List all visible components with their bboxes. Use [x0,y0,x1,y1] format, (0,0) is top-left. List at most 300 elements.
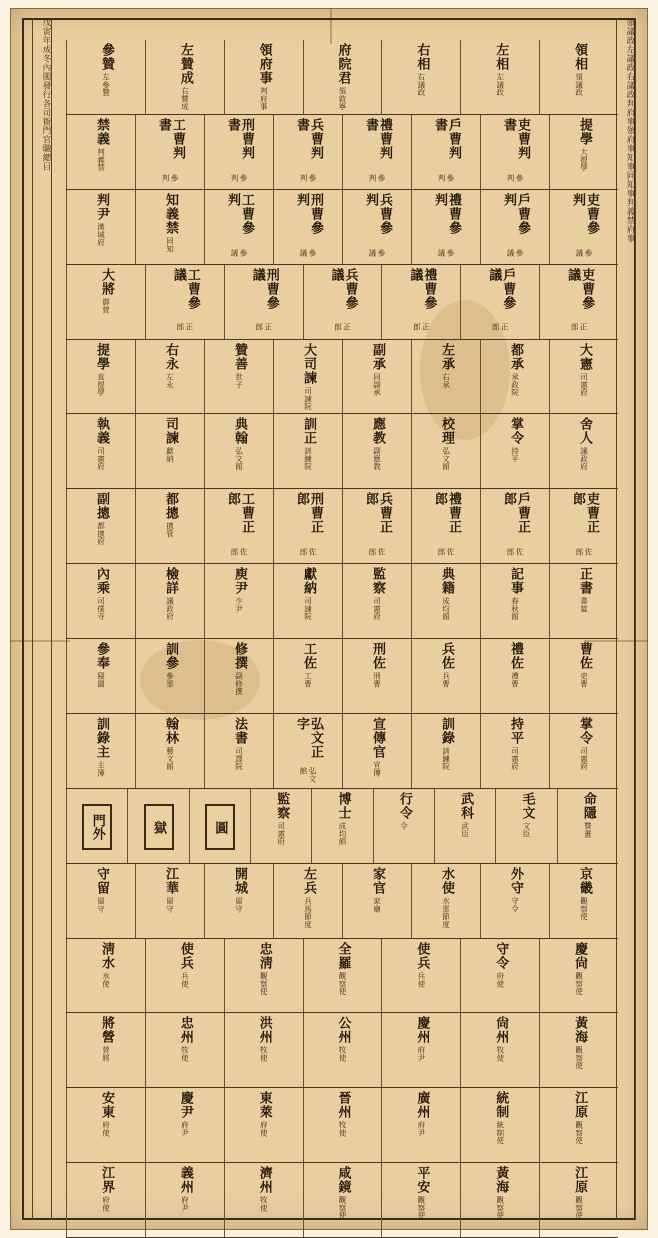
office-title: 忠淸 [256,941,272,970]
office-cell [135,115,204,189]
office-cell [204,340,273,414]
office-cell [66,414,135,488]
office-notes: 觀察使 [495,1196,505,1220]
office-notes: 水軍節度 [441,896,451,928]
office-notes: 牧使 [259,1196,269,1212]
office-notes: 觀察使 [574,971,584,995]
office-title: 東萊 [256,1091,272,1120]
office-notes: 世子 [234,372,244,389]
office-notes: 吏曹 [579,672,589,688]
office-title: 工曹參判 [225,192,254,235]
office-title: 都承 [508,342,523,371]
office-notes: 左參贊 [101,73,111,97]
office-notes: 弘文館 [299,767,317,784]
office-title: 刑曹正郎 [294,492,323,535]
office-notes: 參議 [299,248,317,257]
office-notes: 觀察使 [338,1196,348,1220]
office-band [66,1088,618,1163]
office-cell [549,714,618,788]
office-cell [549,414,618,488]
office-title: 校理 [439,417,454,446]
office-notes: 參議 [368,248,386,257]
office-cell [549,564,618,638]
office-notes: 刑曹 [372,672,382,688]
office-cell [66,564,135,638]
office-cell [480,340,549,414]
office-title: 毛文 [519,791,535,820]
gate-label: 圓 [212,820,228,834]
office-notes: 家廟 [372,896,382,913]
office-title: 吏曹參議 [565,267,595,310]
office-title: 江界 [99,1166,115,1195]
office-title: 提學 [94,342,109,371]
office-notes: 牧使 [259,1046,269,1062]
office-band [66,115,618,190]
office-cell [273,414,342,488]
office-title: 黃海 [572,1016,588,1045]
office-title: 掌令 [577,716,592,745]
office-notes: 兵使 [180,971,190,988]
office-notes: 宣傳 [372,760,382,777]
office-cell [303,40,382,114]
office-notes: 領敦寧 [338,87,348,111]
office-title: 法書 [232,716,247,745]
right-margin-column: 領議政左議政右議政判府事領府事知事同知事判義禁府事 [616,18,636,1220]
office-cell [342,714,411,788]
office-cell [480,564,549,638]
office-cell [273,190,342,264]
office-title: 正書 [577,567,592,596]
office-notes: 佐郎 [506,548,524,556]
office-cell [135,190,204,264]
office-title: 左相 [493,43,509,71]
office-title: 修撰 [232,642,247,670]
office-title: 持平 [508,716,523,745]
office-notes: 副應教 [372,447,382,471]
office-cell [539,265,618,339]
office-title: 左兵 [301,866,316,895]
office-title: 禮曹參判 [432,192,461,235]
office-cell [204,414,273,488]
office-notes: 令 [399,821,409,830]
office-cell [549,190,618,264]
office-title: 監察 [274,791,290,820]
office-notes: 寢園 [96,672,106,688]
office-title: 刑曹判書 [225,117,254,160]
office-cell [381,939,460,1013]
office-title: 慶尹 [177,1091,193,1120]
office-notes: 守令 [510,896,520,913]
office-notes: 司憲府 [510,746,520,771]
gate-cell [189,789,250,863]
office-notes: 司僕寺 [96,597,106,621]
office-cell [549,864,618,938]
office-title: 晉州 [335,1091,351,1120]
office-title: 吏曹參判 [570,192,599,235]
office-title: 戶曹參判 [501,192,530,235]
office-cell [411,564,480,638]
office-title: 大司諫 [301,342,316,385]
office-title: 府院君 [335,43,351,85]
office-band [66,40,618,115]
office-notes: 春秋館 [510,597,520,621]
gate-box [82,804,112,850]
office-title: 平安 [414,1166,430,1195]
office-cell [480,714,549,788]
office-title: 典翰 [232,417,247,446]
office-notes: 禮曹 [510,672,520,688]
office-cell [145,1013,224,1087]
office-cell [381,265,460,339]
office-cell [66,939,145,1013]
gate-label: 獄 [151,820,167,834]
office-band [66,789,618,864]
office-title: 檢詳 [163,567,178,596]
office-notes: 佐郎 [299,548,317,556]
office-cell [342,190,411,264]
office-notes: 府尹 [416,1121,426,1137]
office-cell [411,864,480,938]
office-cell [145,1163,224,1237]
office-band [66,340,618,415]
office-notes: 領議政 [574,73,584,97]
office-notes: 副修撰 [234,672,244,696]
office-cell [480,639,549,713]
office-cell [204,489,273,563]
office-band [66,265,618,340]
office-cell [224,265,303,339]
office-notes: 兵使 [416,971,426,988]
office-notes: 司憲府 [96,447,106,471]
office-title: 參奉 [94,642,109,670]
office-cell [539,1163,618,1237]
office-cell [373,789,434,863]
office-title: 武科 [458,791,474,820]
office-cell [66,1013,145,1087]
office-cell [480,489,549,563]
office-cell [66,40,145,114]
office-cell [539,1013,618,1087]
office-notes: 牧使 [338,1046,348,1062]
office-cell [480,190,549,264]
office-cell [66,639,135,713]
office-cell [342,414,411,488]
office-notes: 獻納 [165,447,175,463]
office-cell [204,864,273,938]
office-cell [460,939,539,1013]
office-notes: 弘文館 [234,447,244,471]
gate-cell [66,789,127,863]
office-title: 禮佐 [508,642,523,670]
gate-cell [127,789,188,863]
office-notes: 判府事 [259,87,269,111]
office-notes: 牧使 [180,1046,190,1062]
office-notes: 參判 [299,173,317,182]
office-notes: 營將 [101,1046,111,1062]
office-cell [342,564,411,638]
office-title: 行令 [396,791,412,820]
office-cell [145,40,224,114]
office-notes: 參判 [506,173,524,182]
office-cell [303,1163,382,1237]
office-notes: 司諫院 [303,597,313,621]
office-title: 吏曹正郎 [570,492,599,535]
office-title: 提學 [577,117,592,146]
office-band [66,190,618,265]
office-cell [434,789,495,863]
office-title: 副承 [370,342,385,371]
office-cell [303,265,382,339]
office-title: 戶曹參議 [486,267,516,310]
office-cell [303,1013,382,1087]
office-title: 左承 [439,342,454,371]
office-title: 廣州 [414,1091,430,1120]
office-cell [66,190,135,264]
office-title: 右永 [163,342,178,371]
office-notes: 直提學 [96,372,106,396]
office-cell [135,340,204,414]
office-cell [549,115,618,189]
office-title: 兵曹正郎 [363,492,392,535]
office-cell [250,789,311,863]
office-notes: 觀察使 [574,1121,584,1145]
office-title: 工曹參議 [170,267,200,310]
office-title: 尙州 [493,1016,509,1045]
office-notes: 觀察使 [416,1196,426,1220]
office-cell [66,1163,145,1237]
office-notes: 水使 [101,971,111,988]
office-title: 領府事 [256,43,272,85]
office-notes: 弘文館 [441,447,451,471]
office-cell [224,1163,303,1237]
office-band [66,864,618,939]
office-notes: 佐郎 [368,548,386,556]
office-notes: 同副承 [372,372,382,396]
office-cell [273,714,342,788]
office-cell [480,864,549,938]
office-notes: 文臣 [522,821,531,838]
office-title: 工曹判書 [156,117,185,160]
office-title: 吏曹判書 [501,117,530,160]
office-title: 大將 [99,267,115,296]
office-title: 戶曹判書 [432,117,461,160]
office-cell [381,1163,460,1237]
office-cell [411,489,480,563]
office-title: 宣傳官 [370,716,385,759]
office-notes: 成均館 [441,597,451,621]
office-cell [135,864,204,938]
office-title: 訓錄 [439,716,454,745]
office-cell [549,489,618,563]
office-title: 刑曹參判 [294,192,323,235]
office-cell [460,40,539,114]
office-notes: 府使 [101,1196,111,1212]
office-cell [411,190,480,264]
office-cell [224,40,303,114]
office-cell [145,939,224,1013]
office-cell [381,1013,460,1087]
office-notes: 訓鍊院 [441,746,451,771]
office-notes: 府使 [259,1121,269,1137]
office-notes: 統制使 [495,1121,505,1145]
office-title: 內乘 [94,567,109,596]
office-cell [66,265,145,339]
office-title: 外守 [508,866,523,895]
office-title: 訓錄主 [94,716,109,759]
office-cell [460,1088,539,1162]
office-cell [303,1088,382,1162]
office-band [66,1163,618,1238]
office-title: 庾尹 [232,567,247,596]
office-notes: 參議 [575,248,593,257]
office-notes: 持平 [510,447,520,463]
office-title: 慶尙 [572,941,588,970]
office-cell [224,1088,303,1162]
office-cell [480,414,549,488]
office-notes: 同知 [165,236,175,253]
office-cell [204,564,273,638]
office-notes: 兵馬節度 [303,896,313,928]
office-notes: 佐郎 [230,548,248,556]
office-cell [273,115,342,189]
office-notes: 參判 [161,173,179,182]
office-title: 禮曹判書 [363,117,392,160]
office-title: 博士 [335,791,351,820]
office-cell [273,639,342,713]
office-notes: 都摠府 [96,522,106,546]
office-notes: 右承 [441,372,451,389]
office-title: 訓正 [301,417,316,446]
office-cell [381,40,460,114]
office-title: 咸鏡 [335,1166,351,1195]
office-cell [342,864,411,938]
office-notes: 府尹 [180,1196,190,1212]
office-cell [273,564,342,638]
office-cell [411,115,480,189]
office-title: 舍人 [577,417,592,446]
office-notes: 參議 [230,248,248,257]
office-title: 義州 [177,1166,193,1195]
office-notes: 贊畫 [583,821,593,838]
office-notes: 判義禁 [96,147,106,172]
office-title: 統制 [493,1091,509,1120]
office-title: 禮曹正郎 [432,492,461,535]
office-cell [480,115,549,189]
office-title: 水使 [439,866,454,895]
office-notes: 正郎 [412,323,431,332]
office-title: 工曹正郎 [225,492,254,535]
office-title: 江華 [163,866,178,895]
office-notes: 少尹 [234,597,244,613]
office-notes: 參判 [230,173,248,182]
office-notes: 佐郎 [437,548,455,556]
office-title: 訓參 [163,642,178,670]
office-title: 工佐 [301,642,316,670]
office-cell [204,639,273,713]
office-cell [549,340,618,414]
office-title: 將營 [99,1016,115,1045]
office-notes: 摠管 [165,522,175,538]
office-title: 家官 [370,866,385,895]
office-title: 右相 [414,43,430,71]
office-cell [135,489,204,563]
office-notes: 觀察使 [338,971,348,995]
office-title: 禮曹參議 [407,267,437,310]
office-notes: 參議 [437,248,455,257]
office-title: 守留 [94,866,109,895]
office-notes: 左議政 [495,73,505,97]
office-notes: 司憲府 [372,597,382,621]
office-cell [145,265,224,339]
office-notes: 參判 [368,173,386,182]
office-notes: 大提學 [579,147,589,172]
office-band [66,489,618,564]
office-notes: 司憲府 [579,746,589,771]
office-cell [66,864,135,938]
office-notes: 御營 [101,297,111,314]
office-title: 守令 [493,941,509,970]
office-title: 司諫 [163,417,178,446]
office-notes: 承政院 [510,372,520,396]
office-title: 典籍 [439,567,454,596]
office-notes: 佐郎 [575,548,593,556]
office-title: 忠州 [177,1016,193,1045]
office-notes: 觀察使 [579,896,589,921]
office-title: 領相 [572,43,588,71]
office-title: 弘文正字 [294,716,323,759]
office-cell [495,789,556,863]
office-title: 贊善 [232,342,247,371]
office-title: 曹佐 [577,642,592,670]
office-title: 全羅 [335,941,351,970]
office-notes: 觀察使 [574,1196,584,1220]
office-notes: 牧使 [495,1046,505,1062]
office-title: 執義 [94,417,109,446]
office-cell [411,414,480,488]
office-cell [135,414,204,488]
office-notes: 正郎 [333,323,352,332]
office-cell [303,939,382,1013]
office-cell [460,1163,539,1237]
office-notes: 右贊成 [180,87,190,111]
office-cell [342,639,411,713]
office-notes: 牧使 [338,1121,348,1137]
office-notes: 議政府 [165,597,175,621]
office-title: 安東 [99,1091,115,1120]
office-notes: 府使 [495,971,505,988]
office-cell [66,714,135,788]
office-cell [539,939,618,1013]
office-cell [224,1013,303,1087]
office-cell [460,1013,539,1087]
office-title: 江原 [572,1091,588,1120]
office-cell [204,714,273,788]
office-notes: 參判 [437,173,455,182]
office-title: 刑佐 [370,642,385,670]
office-cell [311,789,372,863]
office-notes: 留守 [234,896,244,913]
office-cell [224,939,303,1013]
office-cell [411,714,480,788]
office-notes: 正郎 [570,323,589,332]
office-title: 京畿 [577,866,592,895]
office-notes: 司憲府 [579,372,589,396]
office-cell [204,190,273,264]
office-notes: 觀察使 [574,1046,584,1070]
office-notes: 右議政 [416,73,426,97]
office-grid [66,40,618,1238]
office-title: 參贊 [99,43,115,71]
